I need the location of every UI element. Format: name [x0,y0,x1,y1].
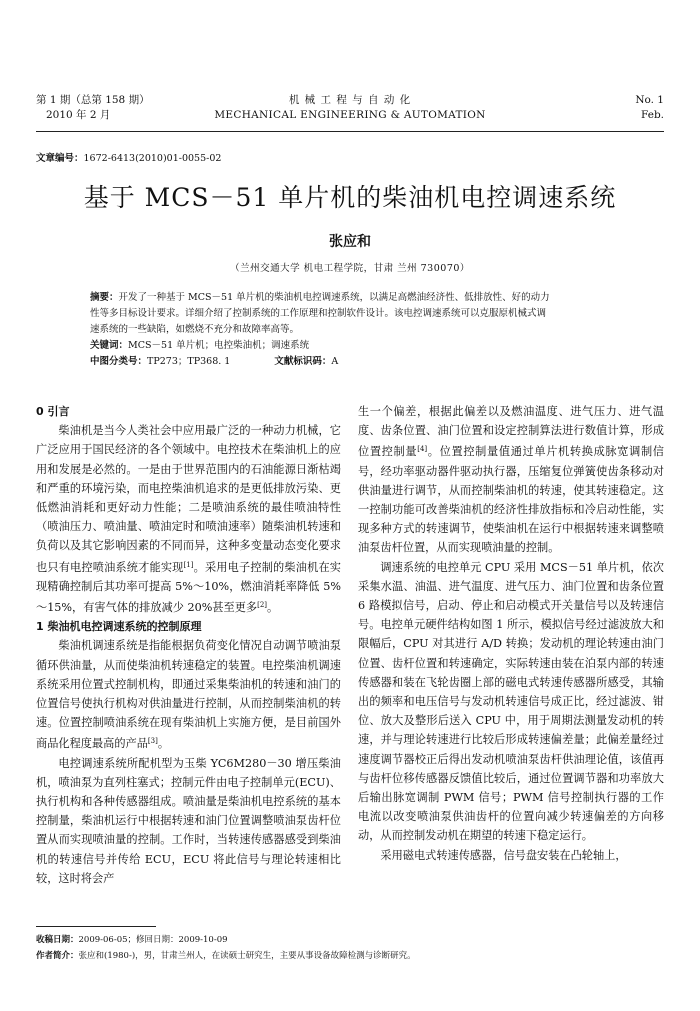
paragraph: 电控调速系统所配机型为玉柴 YC6M280－30 增压柴油机，喷油泵为直列柱塞式；控制元件由电子控制单元(ECU)、执行机构和各种传感器组成。喷油量是柴油机电控系统的基本控制量，柴油机运行中根据转速和油门位置调整喷油泵齿杆位置从而实现喷油量的控制。工作时，当转速传感器感受到柴油机的转速信号并传给 ECU，ECU 将此信号与理论转速相比较，这时将会产 [36,756,341,885]
author-bio-label: 作者简介： [36,951,79,961]
abstract-label: 摘要： [90,292,119,303]
doc-code-value: A [331,356,339,367]
citation: [2] [257,601,268,610]
doc-code-label: 文献标识码： [274,356,332,367]
received-value: 2009-06-05；修回日期：2009-10-09 [78,935,228,945]
paragraph: 调速系统的电控单元 CPU 采用 MCS－51 单片机，依次采集水温、油温、进气温度、进气压力、油门位置和齿条位置 6 路模拟信号，启动、停止和启动模式开关量信号以及转速信号。电控单元硬件结构如图 1 所示，模拟信号经过滤波放大和限幅后，CPU 对其进行 A/D 转换；发动机的理论转速由油门位置、齿杆位置和转速确定，实际转速由装在泊泵内部的转速传感器和装在飞轮齿圈上部的磁电式转速传感器所感受，其输出的频率和电压信号与发动机转速信号成正比，经过滤波、钳位、放大及整形后送入 CPU 中，用于周期法测量发动机的转速，并与理论转速进行比较后形成转速偏差量；此偏差量经过速度调节器校正后得出发动机喷油泵齿杆供油理论值，该值再与齿杆位移传感器反馈值比较后，通过位置调节器和功率放大后输出脉宽调制 PWM 信号；PWM 信号控制执行器的工作电流以改变喷油泵供油齿杆的位置向减少转速偏差的方向移动，从而控制发动机在期望的转速下稳定运行。 [358,560,664,843]
paragraph-text: 。采用电子控制的柴油机在实现精确控制后其功率可提高 5%～10%，燃油消耗率降低 5%～15%，有害气体的排放减少 20%甚至更多 [36,560,341,615]
header-date: 2010 年 2 月 [46,109,111,121]
received-label: 收稿日期： [36,935,79,945]
abstract-line: 性等多目标设计要求。详细介绍了控制系统的工作原理和控制软件设计。该电控调速系统可以克服原机械式调 [90,308,547,319]
abstract-line [90,290,620,306]
header-month: Feb. [641,109,664,121]
paragraph-text: 生一个偏差，根据此偏差以及燃油温度、进气压力、进气温度、齿条位置、油门位置和设定控制算法进行数值计算，形成位置控制量 [358,405,664,459]
article-number-label: 文章编号： [36,153,84,164]
header-no: No. 1 [635,94,664,106]
header-number-block [635,93,664,123]
author-bio-line [36,948,416,964]
abstract-text: 开发了一种基于 MCS－51 单片机的柴油机电控调速系统，以满足高燃油经济性、低排放性、好的动力 [118,292,550,303]
left-column [36,402,341,888]
paragraph [36,636,341,753]
citation: [3] [147,737,158,746]
author-bio-value: 张应和(1980-)，男，甘肃兰州人，在读硕士研究生，主要从事设备故障检测与诊断研究。 [78,951,416,961]
abstract-line: 速系统的一些缺陷，如燃烧不充分和故障率高等。 [90,324,300,335]
paper-title: 基于 MCS－51 单片机的柴油机电控调速系统 [83,183,617,212]
paragraph-text: 柴油机是当今人类社会中应用最广泛的一种动力机械，它广泛应用于国民经济的各个领域中。电控技术在柴油机上的应用和发展是必然的。一是由于世界范围内的石油能源日渐枯竭和严重的环境污染，而电控柴油机追求的是更低排放污染、更低燃油消耗和更好动力性能；二是喷油系统的最佳喷油特性（喷油压力、喷油量、喷油定时和喷油速率）随柴油机转速和负荷以及其它影响因素的不同而异，这种多变量动态变化要求也只有电控喷油系统才能实现 [36,424,341,574]
running-header [36,93,664,129]
citation: [1] [183,560,194,569]
paragraph-text: 。 [267,601,279,615]
right-column [358,402,664,865]
paragraph-text: 。 [157,737,170,751]
footnote-block [36,932,416,964]
classification-value: TP273；TP368. 1 [147,356,231,367]
paragraph: 采用磁电式转速传感器，信号盘安装在凸轮轴上， [380,848,627,862]
keywords-label: 关键词： [90,340,129,351]
header-journal-cn: 机 械 工 程 与 自 动 化 [288,94,412,106]
article-number [36,150,221,164]
keywords-value: MCS－51 单片机；电控柴油机；调速系统 [128,340,310,351]
classification-label: 中图分类号： [90,356,148,367]
paragraph [358,402,664,558]
header-divider [36,131,664,132]
section-heading-intro: 0 引言 [36,405,70,418]
classification-line [90,354,620,370]
article-number-value: 1672-6413(2010)01-0055-02 [83,153,222,164]
paragraph-text: 。位置控制量值通过单片机转换成脉宽调制信号，经功率驱动器件驱动执行器，压缩复位弹簧使齿条移动对供油量进行调节，从而控制柴油机的转速，使其转速稳定。这一控制功能可改善柴油机的经济性排放指标和冷启动性能，实现多种方式的转速调节，使柴油机在运行中根据转速来调整喷油泵齿杆位置，从而实现喷油量的控制。 [358,445,664,555]
citation: [4] [417,445,428,454]
abstract-block [90,290,620,370]
paragraph-text: 柴油机调速系统是指能根据负荷变化情况自动调节喷油泵循环供油量，从而使柴油机转速稳定的装置。电控柴油机调速系统采用位置式控制机构，即通过采集柴油机的转速和油门的位置信号使执行机构对供油量进行控制，从而控制柴油机的转速。位置控制喷油系统在现有柴油机上实施方便，是目前国外商品化程度最高的产品 [36,639,341,751]
header-issue: 第 1 期（总第 158 期） [36,94,150,106]
header-journal-en: MECHANICAL ENGINEERING & AUTOMATION [214,109,486,121]
received-date-line [36,932,416,948]
header-journal-block [36,93,664,123]
footnote-divider [36,926,156,927]
author-affiliation: （兰州交通大学 机电工程学院，甘肃 兰州 730070） [230,263,470,274]
keywords-line [90,338,620,354]
section-heading-principle: 1 柴油机电控调速系统的控制原理 [36,620,202,634]
paragraph [36,421,341,617]
paper-author: 张应和 [329,234,371,250]
